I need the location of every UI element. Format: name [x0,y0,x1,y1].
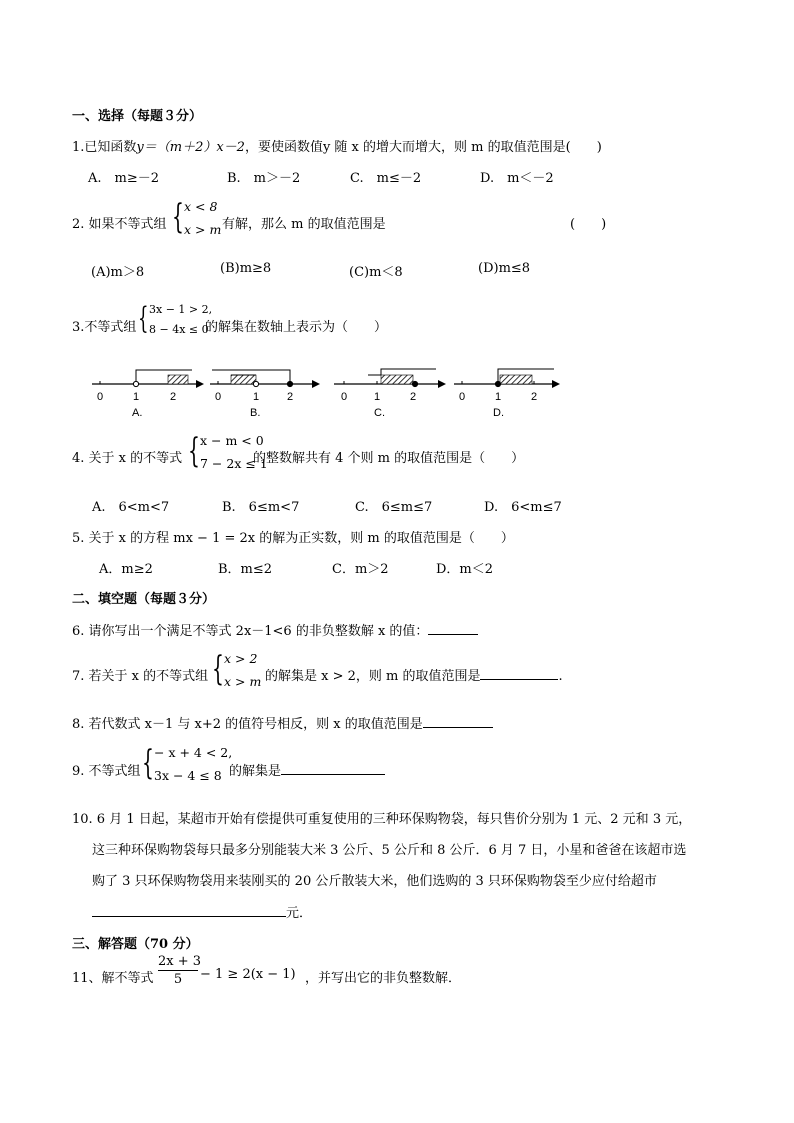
question-6 [72,620,478,639]
q2-line-1: x < 8 [184,199,218,214]
q5-option-d: D．m＜2 [436,562,494,577]
q3-line-1: 3x − 1 > 2, [149,303,213,316]
q2-option-c: (C)m＜8 [349,265,403,280]
q6-text: 6. 请你写出一个满足不等式 2x－1<6 的非负整数解 x 的值： [72,624,429,639]
option-label-d: D. [493,407,504,419]
brace-symbol: { [212,649,224,689]
tick-1: 1 [374,391,381,403]
tick-1: 1 [495,391,502,403]
question-5: 5. 关于 x 的方程 mx − 1 = 2x 的解为正实数，则 m 的取值范围是（ ） [72,531,514,546]
q7-prefix: 7. 若关于 x 的不等式组 [72,669,209,684]
q4-suffix: 的整数解共有 4 个则 m 的取值范围是（ ） [253,451,525,466]
q4-line-2: 7 − 2x ≤ 1 [200,456,268,471]
q3-number-lines [88,360,568,424]
q9-suffix [229,760,385,779]
q4-prefix: 4. 关于 x 的不等式 [72,451,183,466]
q7-system [212,650,264,696]
question-8 [72,713,493,732]
q1-suffix: ，要使函数值y 随 x 的增大而增大，则 m 的取值范围是( ) [244,140,602,155]
tick-2: 2 [287,391,294,403]
brace-symbol: { [172,197,184,237]
q5-option-c: C．m＞2 [332,562,389,577]
q9-prefix: 9. 不等式组 [72,764,141,779]
q11-suffix: ，并写出它的非负整数解． [305,971,462,986]
option-label-b: B. [250,407,261,419]
q4-option-a: A. 6<m<7 [92,500,170,515]
q7-line-2: x > m [224,674,262,689]
q7-end: . [558,669,563,684]
q1-option-d: D. m＜－2 [480,171,554,186]
brace-symbol: { [138,301,149,336]
q10-line-2: 这三种环保购物袋每只最多分别能装大米 3 公斤、5 公斤和 8 公斤．6 月 7 日，小星和爸爸在该超市选 [92,843,687,858]
brace-symbol: { [142,743,154,783]
q7-suffix-text: 的解集是 x > 2，则 m 的取值范围是 [265,669,481,684]
q10-end: 元． [286,906,313,921]
tick-2: 2 [410,391,417,403]
q1-option-b: B. m＞－2 [227,171,301,186]
q2-line-2: x > m [184,222,222,237]
q1-function: y＝（m＋2）x－2 [136,140,245,155]
q1-option-a: A. m≥－2 [88,171,160,186]
q2-system [172,198,222,244]
q7-answer-blank[interactable] [480,667,558,680]
section-title-fill-in: 二、填空题（每题３分） [72,592,216,607]
q9-line-2: 3x − 4 ≤ 8 [154,768,222,783]
q9-line-1: − x + 4 < 2, [154,745,233,760]
q1-option-c: C. m≤－2 [350,171,422,186]
q11-numerator: 2x + 3 [158,954,202,969]
number-line-a[interactable] [92,370,204,419]
q4-option-c: C. 6≤m≤7 [355,500,433,515]
tick-1: 1 [253,391,260,403]
tick-0: 0 [341,391,348,403]
tick-2: 2 [170,391,177,403]
q9-system [142,743,233,790]
tick-1: 1 [133,391,140,403]
q4-option-d: D. 6<m≤7 [484,500,562,515]
tick-0: 0 [459,391,466,403]
q5-option-a: A．m≥2 [99,562,153,577]
q8-text: 8. 若代数式 x－1 与 x+2 的值符号相反，则 x 的取值范围是 [72,717,423,732]
q3-system [138,301,213,342]
tick-0: 0 [215,391,222,403]
q10-line-3: 购了 3 只环保购物袋用来装刚买的 20 公斤散装大米，他们选购的 3 只环保购物袋至少应付给超市 [92,874,657,889]
q10-answer-line [92,902,312,921]
q10-line-1: 10. 6 月 1 日起，某超市开始有偿提供可重复使用的三种环保购物袋，每只售价分别为 1 元、2 元和 3 元， [72,812,692,827]
q4-line-1: x − m < 0 [200,433,264,448]
tick-2: 2 [531,391,538,403]
q4-option-b: B. 6≤m<7 [222,500,300,515]
section-title-choice: 一、选择（每题３分） [72,109,203,124]
q7-suffix [265,665,563,684]
q2-prefix: 2. 如果不等式组 [72,217,167,232]
q11-inequality: − 1 ≥ 2(x − 1) [200,967,296,982]
q2-option-d: (D)m≤8 [478,261,531,276]
q11-prefix: 11、解不等式 [72,971,154,986]
q9-answer-blank[interactable] [281,762,385,775]
q8-answer-blank[interactable] [423,715,493,728]
number-line-c[interactable] [334,369,446,419]
number-line-d[interactable] [454,369,560,419]
q3-line-2: 8 − 4x ≤ 0 [149,323,209,336]
q3-prefix: 3.不等式组 [72,320,137,335]
brace-symbol: { [188,431,200,471]
q9-suffix-text: 的解集是 [229,764,282,779]
q5-option-b: B．m≤2 [218,562,273,577]
q3-suffix: 的解集在数轴上表示为（ ） [205,320,388,335]
q7-line-1: x > 2 [224,651,258,666]
q6-answer-blank[interactable] [428,622,478,635]
question-1 [72,136,602,155]
q11-fraction [158,954,202,987]
q2-suffix: 有解，那么 m 的取值范围是 [222,217,386,232]
tick-0: 0 [97,391,104,403]
q4-system [188,431,268,478]
q1-prefix: 1.已知函数 [72,140,137,155]
number-line-b[interactable] [210,370,320,419]
option-label-c: C. [374,407,385,419]
q11-denominator: 5 [173,972,183,987]
q2-answer-paren: ( ) [570,217,607,232]
q2-option-b: (B)m≥8 [220,261,272,276]
q2-option-a: (A)m＞8 [91,265,145,280]
section-title-answer: 三、解答题（70 分） [72,937,199,952]
q10-answer-blank[interactable] [92,904,286,917]
option-label-a: A. [132,407,143,419]
